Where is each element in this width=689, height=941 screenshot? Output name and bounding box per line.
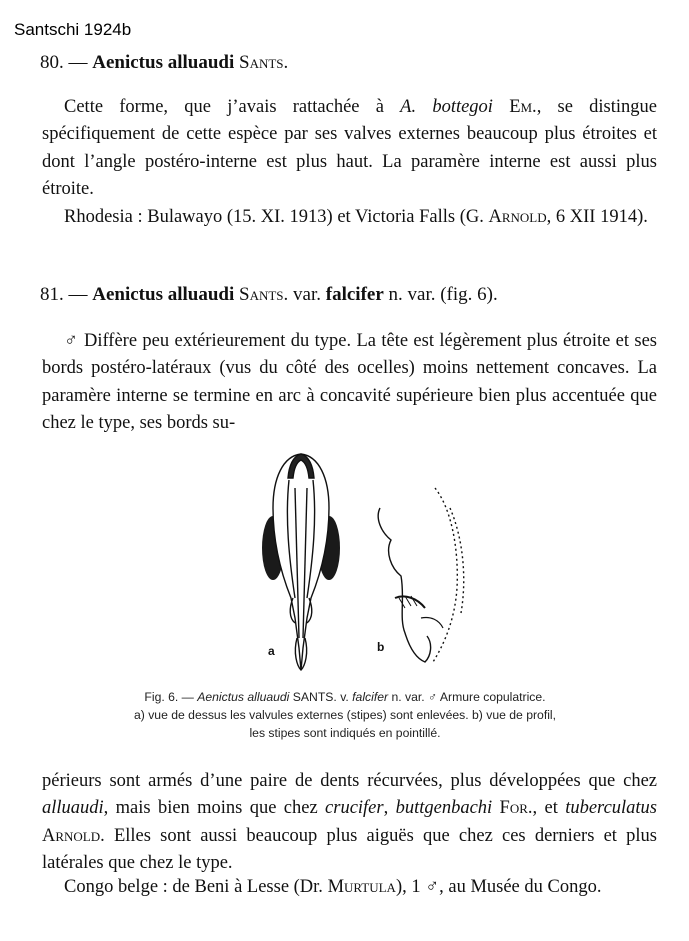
- author-name: Em.: [509, 97, 537, 117]
- text-run: Rhodesia : Bulawayo (15. XI. 1913) et Victoria Falls (G.: [64, 207, 489, 227]
- text-run: var.: [288, 284, 326, 305]
- caption-line-1: [60, 688, 630, 706]
- text-run: ,: [383, 798, 396, 819]
- author-name: For.: [499, 798, 533, 819]
- text-run: , 6 XII 1914).: [546, 207, 648, 227]
- text-run: , se distingue spécifiquement de cette espèce par ses valves externes beaucoup plus étroites et dont l’angle postéro-interne est plus haut. La paramère interne est aussi plus étroite.: [42, 97, 658, 200]
- text-run: . Elles sont aussi beaucoup plus aiguës que chez ces derniers et plus latérales que chez le type.: [42, 825, 657, 874]
- section-80-heading: [40, 52, 288, 74]
- section-81-paragraph-3: [42, 874, 657, 901]
- variety-name: falcifer: [352, 690, 389, 704]
- text-run: Congo belge : de Beni à Lesse (Dr.: [64, 877, 328, 897]
- text-run: [492, 798, 499, 818]
- section-81-paragraph-1: ♂ Diffère peu extérieurement du type. La tête est légèrement plus étroite et ses bords postéro-latéraux (vus du côté des ocelles) moins nettement concaves. La paramère interne se termine en arc à concavité supérieure bien plus accentuée que chez le type, ses bords su-: [42, 331, 657, 434]
- taxon-name: Aenictus alluaudi: [92, 52, 235, 73]
- author-name: Arnold: [42, 825, 101, 846]
- species-name: tuberculatus: [565, 798, 658, 819]
- text-run: , et: [532, 798, 566, 819]
- figure-label-a: a: [268, 644, 275, 658]
- species-name: crucifer: [325, 798, 384, 819]
- taxon-name: Aenictus alluaudi: [197, 690, 290, 704]
- section-80-paragraph-1: [42, 94, 657, 204]
- source-header: Santschi 1924b: [14, 20, 132, 39]
- caption-line-2: a) vue de dessus les valvules externes (stipes) sont enlevées. b) vue de profil,: [133, 708, 557, 722]
- taxon-author: Sants.: [239, 52, 289, 73]
- figure-6-illustration: [255, 448, 485, 678]
- section-81-paragraph-2: [42, 768, 657, 878]
- figure-6b-profile-view: [378, 488, 464, 662]
- variety-name: falcifer: [325, 284, 384, 305]
- species-name: buttgenbachi: [395, 798, 493, 819]
- figure-6-caption: [60, 688, 630, 742]
- text-run: Fig. 6. —: [144, 690, 198, 704]
- species-name: alluaudi: [42, 798, 104, 819]
- text-run: ), 1 ♂, au Musée du Congo.: [395, 877, 602, 897]
- section-number: 80. —: [40, 52, 88, 73]
- section-80-paragraph-2: [42, 204, 657, 231]
- figure-6a-dorsal-view: [262, 454, 340, 670]
- text-run: Cette forme, que j’avais rattachée à: [64, 97, 401, 117]
- collector-name: Arnold: [488, 207, 547, 227]
- text-run: n. var. ♂ Armure copulatrice.: [388, 690, 546, 704]
- figure-label-b: b: [377, 640, 385, 654]
- section-81-heading: [40, 284, 498, 306]
- collector-name: Murtula: [327, 877, 396, 897]
- text-run: SANTS. v.: [289, 690, 353, 704]
- taxon-author: Sants.: [239, 284, 289, 305]
- text-run: , mais bien moins que chez: [103, 798, 326, 819]
- caption-line-3: les stipes sont indiqués en pointillé.: [249, 726, 441, 740]
- text-run: périeurs sont armés d’une paire de dents récurvées, plus développées que chez: [42, 771, 657, 791]
- species-name: A. bottegoi: [400, 97, 493, 117]
- taxon-name: Aenictus alluaudi: [92, 284, 235, 305]
- section-number: 81. —: [40, 284, 88, 305]
- text-run: n. var. (fig. 6).: [383, 284, 498, 305]
